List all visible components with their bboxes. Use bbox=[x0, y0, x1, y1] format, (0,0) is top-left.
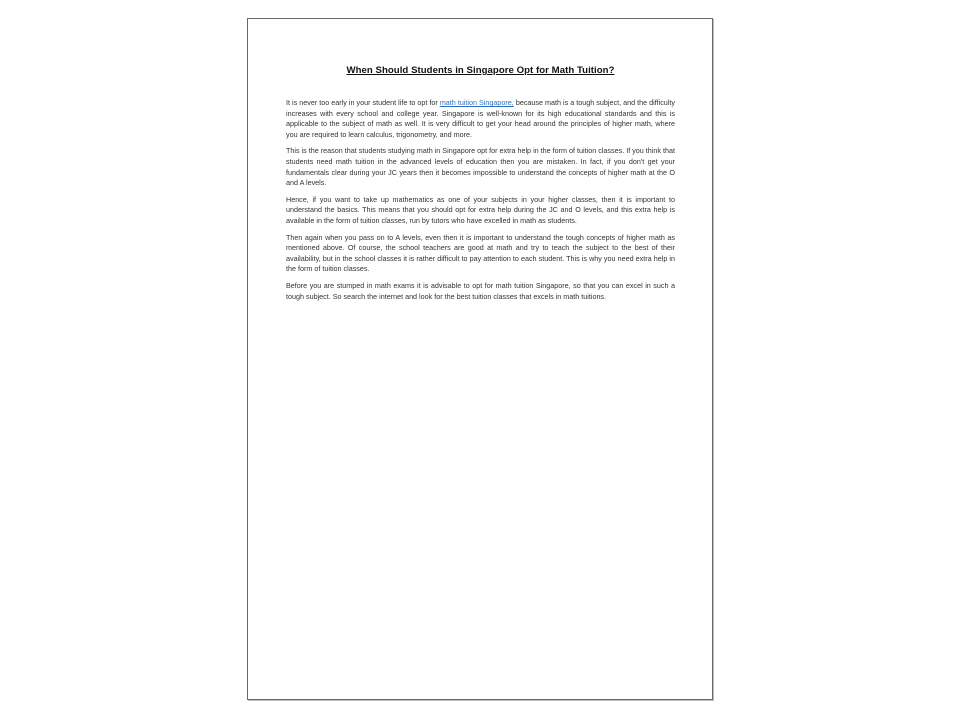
paragraph-2: This is the reason that students studying math in Singapore opt for extra help in the form of tuition classes. If you think that students need math tuition in the advanced levels of education then you are mistaken. In fact, if you don't get your fundamentals clear during your JC years then it becomes impossible to understand the concepts of higher math at the O and A levels. bbox=[286, 146, 675, 188]
paragraph-4: Then again when you pass on to A levels, even then it is important to understand the tough concepts of higher math as mentioned above. Of course, the school teachers are good at math and try to teach the subject to the best of their availability, but in the school classes it is rather difficult to pay attention to each student. This is why you need extra help in the form of tuition classes. bbox=[286, 232, 675, 274]
paragraph-1-rest: because math is a tough subject, and the difficulty increases with every school and college year. Singapore is well-known for its high educational standards and this is applicable to the subject of math as well. It is very difficult to get your head around the principles of higher math, where you are required to learn calculus, trigonometry, and more. bbox=[286, 98, 675, 139]
document-title: When Should Students in Singapore Opt for Math Tuition? bbox=[346, 65, 615, 76]
math-tuition-singapore-link[interactable]: math tuition Singapore, bbox=[439, 98, 514, 107]
paragraph-3: Hence, if you want to take up mathematics as one of your subjects in your higher classes, then it is important to understand the basics. This means that you should opt for extra help during the JC and O levels, and this extra help is available in the form of tuition classes, run by tutors who have excelled in math as students. bbox=[286, 194, 675, 225]
paragraph-1-intro: It is never too early in your student life to opt for bbox=[286, 98, 440, 107]
document-page bbox=[247, 18, 713, 700]
paragraph-1 bbox=[286, 98, 675, 140]
document-body bbox=[286, 65, 675, 308]
paragraph-5: Before you are stumped in math exams it is advisable to opt for math tuition Singapore, so that you can excel in such a tough subject. So search the internet and look for the best tuition classes that excels in math tuitions. bbox=[286, 280, 675, 301]
